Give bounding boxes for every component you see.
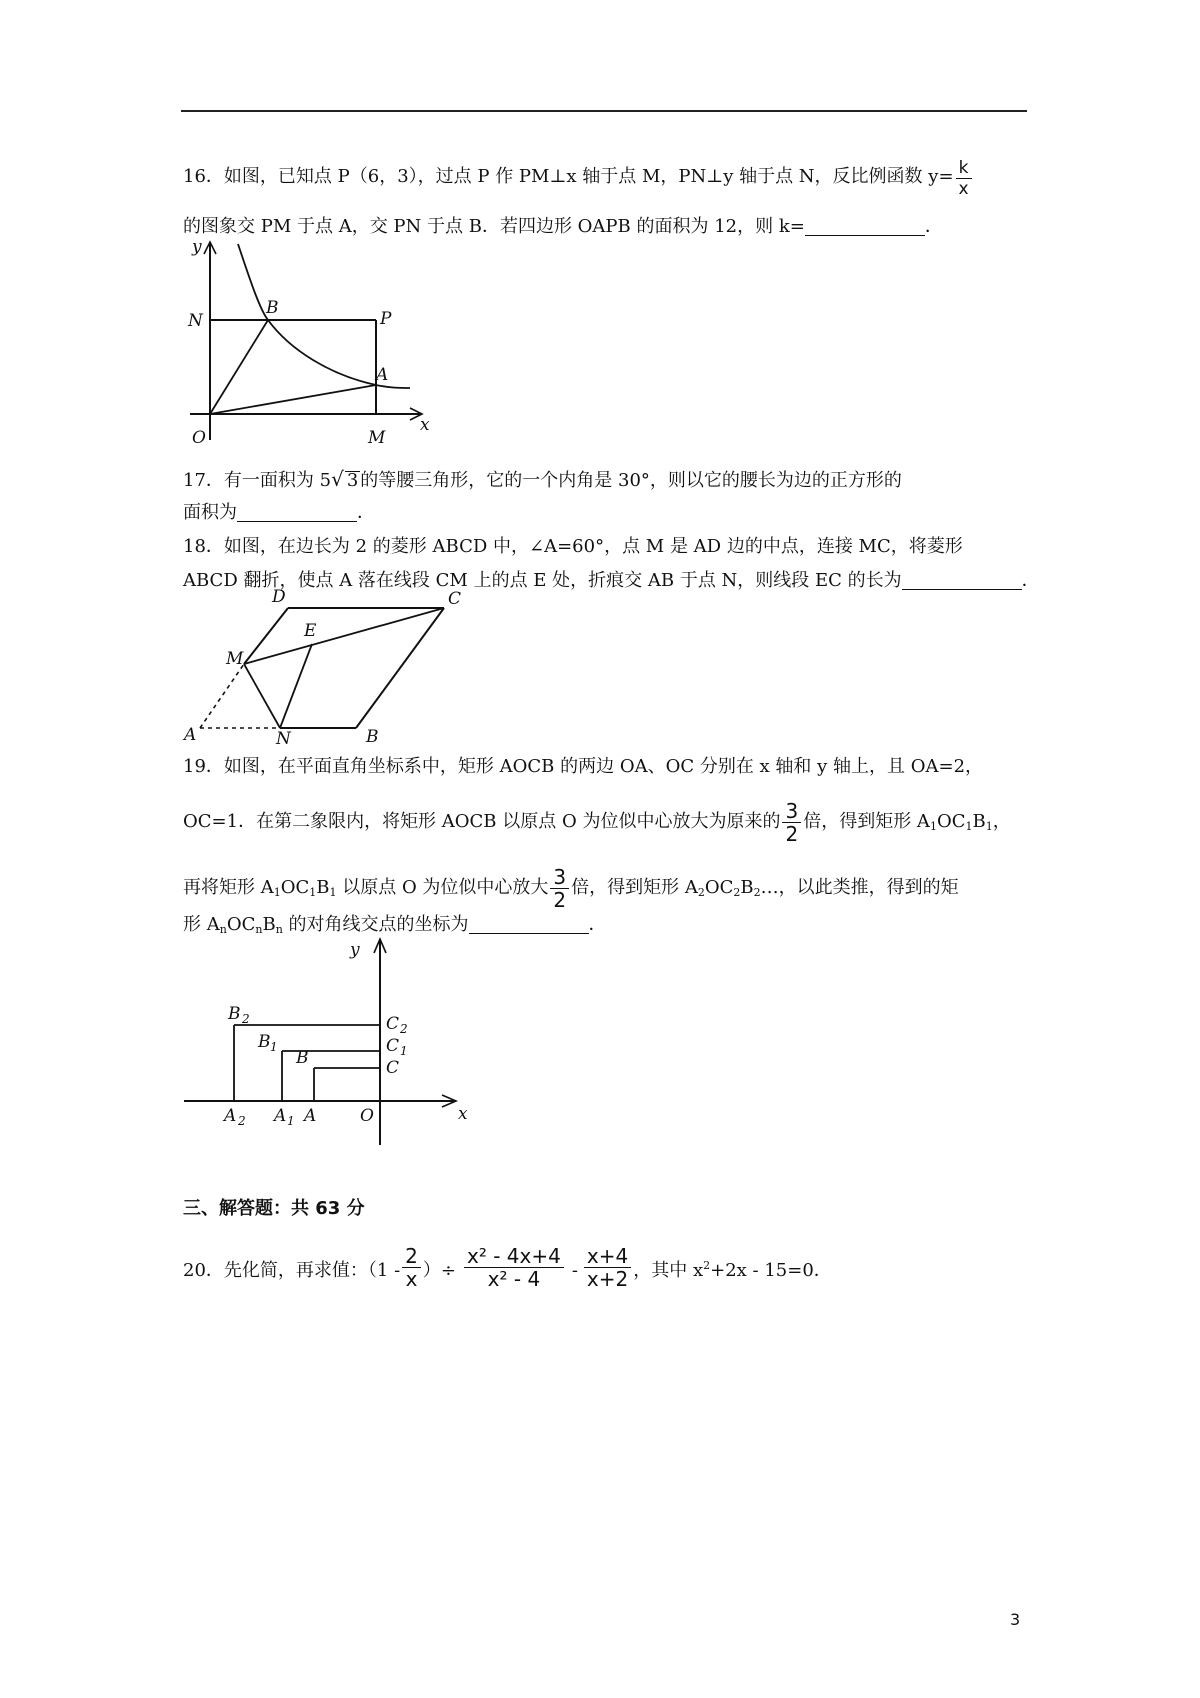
q19-label-O: O <box>360 1106 374 1126</box>
q19-label-C2: C <box>386 1014 400 1034</box>
q19-label-B2-sub: 2 <box>242 1012 250 1026</box>
q18-line1: 18．如图，在边长为 2 的菱形 ABCD 中，∠A=60°，点 M 是 AD 边的中点，连接 MC，将菱形 <box>183 536 963 557</box>
q20-fraction-linear: $\frac{x+4}{x+2}$ <box>584 1245 631 1290</box>
q19-label-B1-sub: 1 <box>270 1040 278 1054</box>
q16-label-N: N <box>188 311 203 331</box>
q17-line1: 17．有一面积为 5√ 3 的等腰三角形，它的一个内角是 30°，则以它的腰长为边的正方形的 <box>183 467 902 491</box>
q16-label-x: x <box>420 415 430 435</box>
q19-fraction-3-over-2-b: $\frac{3}{2}$ <box>550 866 569 911</box>
q19-answer-blank[interactable] <box>469 915 589 934</box>
header-rule <box>181 110 1027 112</box>
q19-label-A1-sub: 1 <box>287 1114 295 1128</box>
q16-line2: 的图象交 PM 于点 A，交 PN 于点 B．若四边形 OAPB 的面积为 12，则 k= ． <box>183 216 943 237</box>
q19-fraction-3-over-2: $\frac{3}{2}$ <box>782 800 801 845</box>
q18-answer-blank[interactable] <box>902 571 1022 590</box>
q18-label-M: M <box>226 649 244 669</box>
q16-fraction-k-over-x: $\frac{k}{x}$ <box>956 158 972 199</box>
q19-line1: 19．如图，在平面直角坐标系中，矩形 AOCB 的两边 OA、OC 分别在 x 轴和 y 轴上，且 OA=2， <box>183 756 984 777</box>
section-heading: 三、解答题：共 63 分 <box>183 1198 365 1219</box>
q19-label-A: A <box>304 1106 317 1126</box>
q19-label-C: C <box>386 1058 400 1078</box>
q19-figure <box>180 935 480 1150</box>
q18-label-A: A <box>184 725 197 745</box>
q16-label-y: y <box>192 237 202 257</box>
q16-label-M: M <box>368 428 386 448</box>
q16-line1: 16．如图，已知点 P（6，3），过点 P 作 PM⊥x 轴于点 M，PN⊥y 轴于点 N，反比例函数 y= $\frac{k}{x}$ <box>183 158 974 199</box>
q18-label-D: D <box>272 587 286 607</box>
q18-label-N: N <box>276 729 291 749</box>
q19-label-A2-sub: 2 <box>238 1114 246 1128</box>
q19-label-C2-sub: 2 <box>400 1022 408 1036</box>
q20-line: 20．先化简，再求值：（1 - $\frac{2}{x}$ ）÷ $\frac{\text{x² - 4x+4}}{\text{x² - 4}}$ - $\frac{x+4}{x+2}$ ，其中 $x^2+2x - 15=0$． <box>183 1244 832 1291</box>
sqrt-sign: √ <box>331 467 344 491</box>
q16-label-A: A <box>376 365 389 385</box>
q20-fraction-quadratic: $\frac{\text{x² - 4x+4}}{\text{x² - 4}}$ <box>464 1245 564 1290</box>
q16-label-P: P <box>380 309 392 329</box>
q16-answer-blank[interactable] <box>805 217 925 236</box>
q17-answer-blank[interactable] <box>237 503 357 522</box>
q18-label-B: B <box>366 727 379 747</box>
q18-label-E: E <box>304 621 317 641</box>
q19-label-y: y <box>350 940 360 960</box>
page-number: 3 <box>1010 1610 1021 1629</box>
q18-figure <box>180 587 480 749</box>
q16-label-B: B <box>266 298 279 318</box>
q19-label-B2: B <box>228 1004 241 1024</box>
q19-line2: OC=1．在第二象限内，将矩形 AOCB 以原点 O 为位似中心放大为原来的 $\frac{3}{2}$ 倍，得到矩形 $A_1OC_1B_1$， <box>183 799 1011 846</box>
q19-label-A2: A <box>224 1106 237 1126</box>
q18-label-C: C <box>448 589 462 609</box>
q19-label-C1: C <box>386 1036 400 1056</box>
q20-fraction-2-over-x: $\frac{2}{x}$ <box>402 1245 421 1290</box>
q19-label-B1: B <box>258 1032 271 1052</box>
q19-label-B: B <box>296 1048 309 1068</box>
q19-label-A1: A <box>274 1106 287 1126</box>
q17-line2: 面积为 ． <box>183 502 375 523</box>
q19-label-x: x <box>458 1104 468 1124</box>
q19-label-C1-sub: 1 <box>400 1044 408 1058</box>
q19-line3: 再将矩形 $A_1OC_1B_1$ 以原点 O 为位似中心放大 $\frac{3}{2}$ 倍，得到矩形 $A_2OC_2B_2\dots$，以此类推，得到的矩 <box>183 865 959 912</box>
q18-line2: ABCD 翻折，使点 A 落在线段 CM 上的点 E 处，折痕交 AB 于点 N，则线段 EC 的长为 ． <box>183 570 1040 591</box>
q19-line4: 形 $A_nOC_nB_n$ 的对角线交点的坐标为 ． <box>183 914 607 936</box>
q16-figure <box>180 237 440 455</box>
q16-label-O: O <box>192 428 206 448</box>
